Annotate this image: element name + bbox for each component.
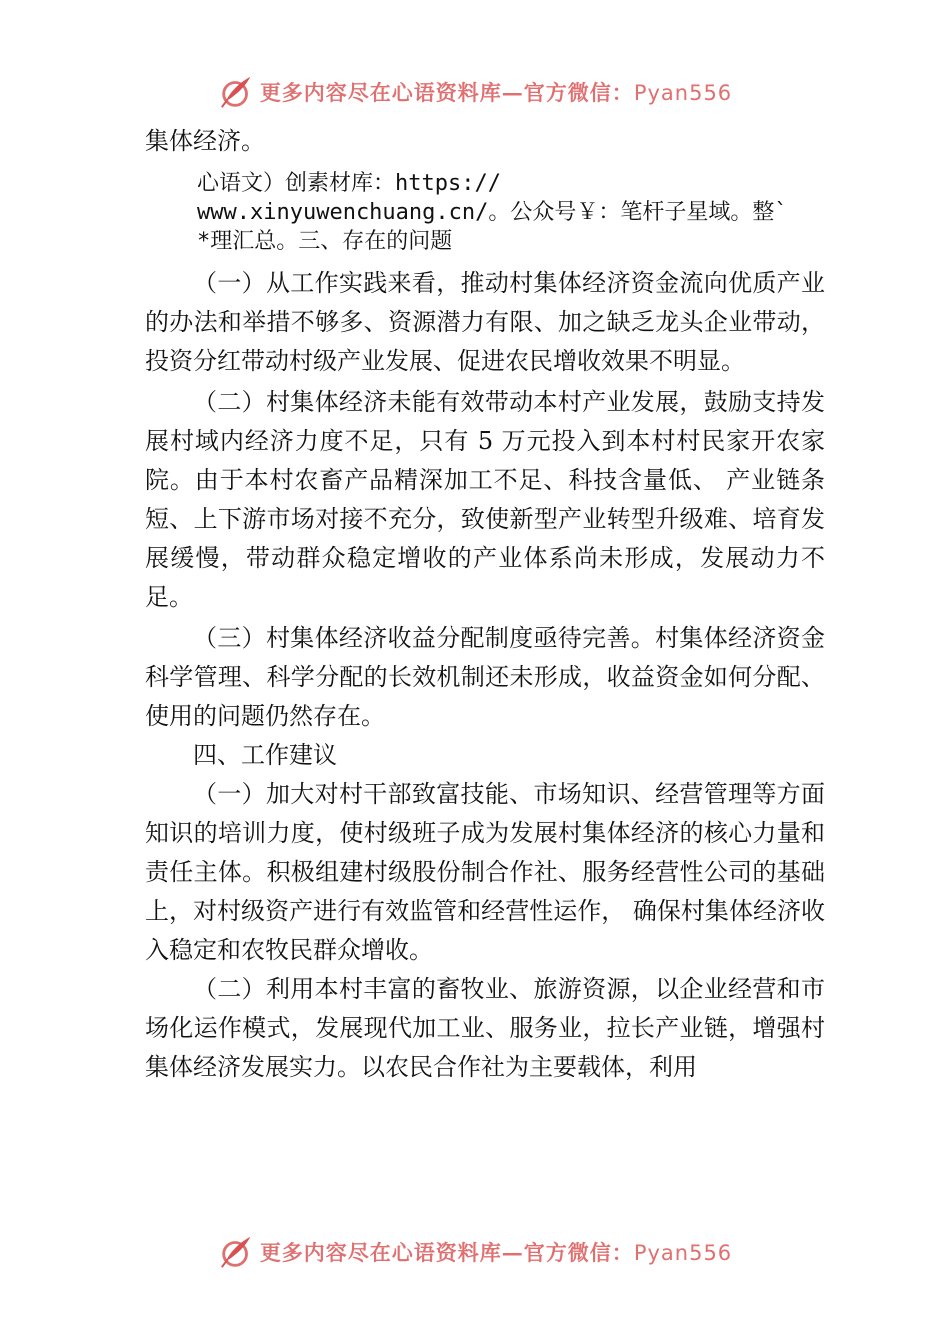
watermark-footer xyxy=(0,1230,950,1274)
section-heading: 四、工作建议 xyxy=(193,741,337,769)
notice-line: www.xinyuwenchuang.cn/。公众号￥：笔杆子星域。整` xyxy=(197,200,788,225)
document-body xyxy=(145,122,825,1087)
watermark-brand: Pyan556 xyxy=(633,1241,733,1265)
paragraph: （二）利用本村丰富的畜牧业、旅游资源，以企业经营和市场化运作模式，发展现代加工业、服务业，拉长产业链，增强村集体经济发展实力。以农民合作社为主要载体，利用 xyxy=(145,975,825,1081)
paragraph: （一）加大对村干部致富技能、市场知识、经营管理等方面知识的培训力度，使村级班子成为发展村集体经济的核心力量和责任主体。积极组建村级股份制合作社、服务经营性公司的基础上，对村级资产进行有效监管和经营性运作， 确保村集体经济收入稳定和农牧民群众增收。 xyxy=(145,780,825,964)
notice-line: 心语文）创素材库：https:// xyxy=(197,171,501,196)
watermark-text: 更多内容尽在心语资料库—官方微信：Pyan556 xyxy=(259,80,733,105)
watermark-header xyxy=(0,70,950,114)
quill-logo-icon xyxy=(218,1233,256,1271)
watermark-text: 更多内容尽在心语资料库—官方微信：Pyan556 xyxy=(259,1240,733,1265)
text-line: 集体经济。 xyxy=(145,127,265,155)
paragraph: （一）从工作实践来看，推动村集体经济资金流向优质产业的办法和举措不够多、资源潜力有限、加之缺乏龙头企业带动，投资分红带动村级产业发展、促进农民增收效果不明显。 xyxy=(145,269,825,375)
source-notice xyxy=(197,169,837,256)
paragraph: （二）村集体经济未能有效带动本村产业发展，鼓励支持发展村域内经济力度不足，只有 5 万元投入到本村村民家开农家院。由于本村农畜产品精深加工不足、科技含量低、 产业链条短、上下游市场对接不充分，致使新型产业转型升级难、培育发展缓慢，带动群众稳定增收的产业体系尚未形成，发展动力不足。 xyxy=(145,388,825,611)
notice-line: *理汇总。三、存在的问题 xyxy=(197,229,453,254)
paragraph: （三）村集体经济收益分配制度亟待完善。村集体经济资金科学管理、科学分配的长效机制还未形成，收益资金如何分配、使用的问题仍然存在。 xyxy=(145,624,825,730)
watermark-brand: Pyan556 xyxy=(633,81,733,105)
quill-logo-icon xyxy=(218,73,256,111)
